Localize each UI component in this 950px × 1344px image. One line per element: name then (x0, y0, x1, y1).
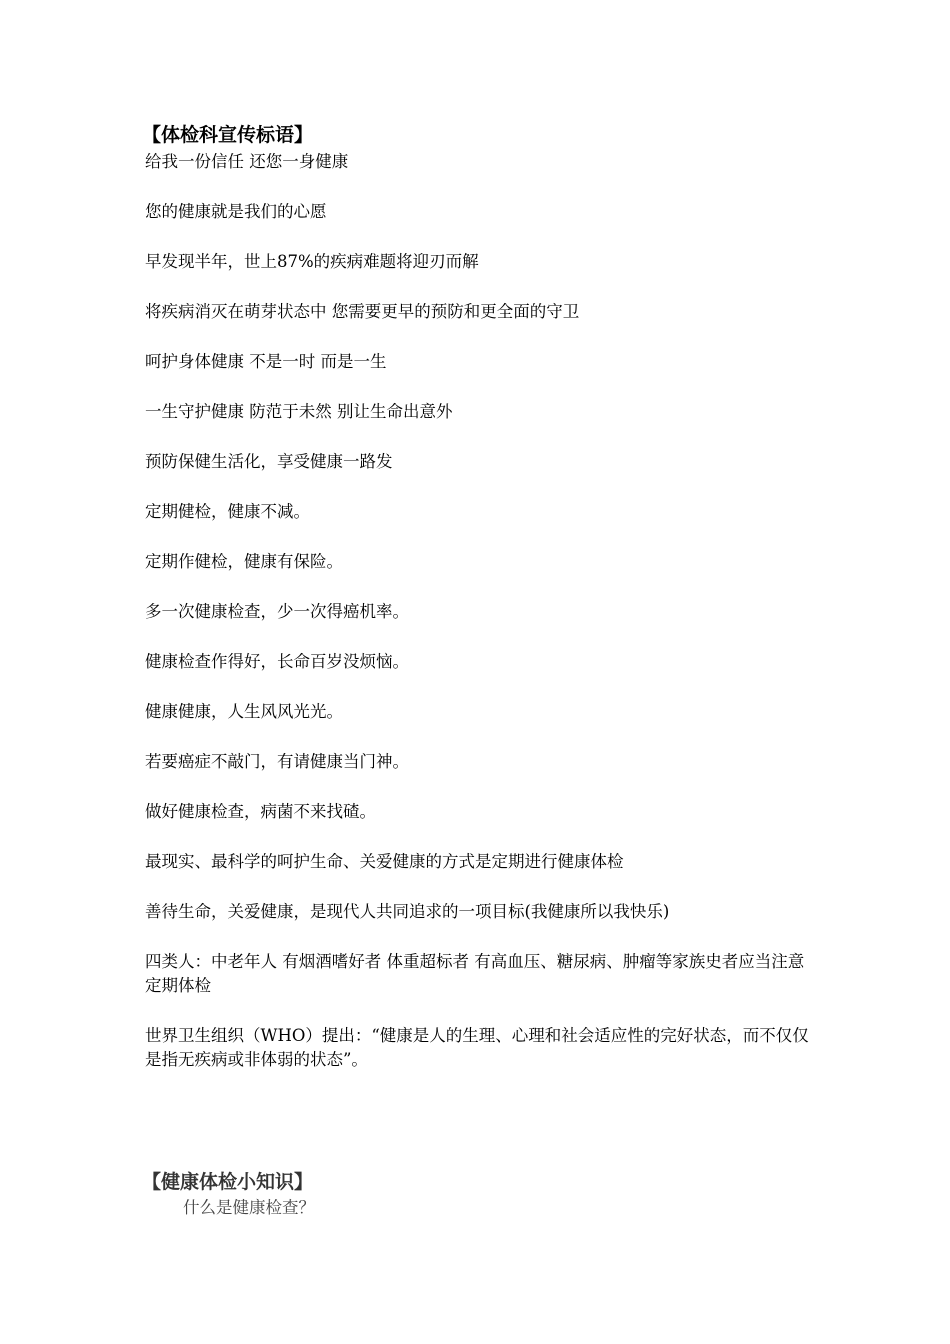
slogan-item: 四类人：中老年人 有烟酒嗜好者 体重超标者 有高血压、糖尿病、肿瘤等家族史者应当注意定期体检 (145, 952, 805, 995)
slogan-item: 世界卫生组织（WHO）提出：“健康是人的生理、心理和社会适应性的完好状态，而不仅仅是指无疾病或非体弱的状态”。 (145, 1026, 809, 1069)
slogan-item: 呵护身体健康 不是一时 而是一生 (145, 352, 387, 371)
slogan-item: 定期作健检，健康有保险。 (145, 552, 343, 571)
slogan-item: 多一次健康检查，少一次得癌机率。 (145, 602, 409, 621)
slogan-item: 您的健康就是我们的心愿 (145, 202, 327, 221)
slogan-item: 最现实、最科学的呵护生命、关爱健康的方式是定期进行健康体检 (145, 852, 624, 871)
slogan-item: 预防保健生活化，享受健康一路发 (145, 452, 393, 471)
slogan-item: 给我一份信任 还您一身健康 (145, 152, 349, 171)
slogan-item: 早发现半年，世上87%的疾病难题将迎刃而解 (145, 252, 479, 271)
slogan-item: 做好健康检查，病菌不来找碴。 (145, 802, 376, 821)
section-title-slogans: 【体检科宣传标语】 (142, 124, 314, 146)
slogan-item: 定期健检，健康不减。 (145, 502, 310, 521)
section-subtitle: 什么是健康检查？ (183, 1198, 315, 1217)
slogan-item: 健康健康，人生风风光光。 (145, 702, 343, 721)
slogan-item: 若要癌症不敲门，有请健康当门神。 (145, 752, 409, 771)
section-title-knowledge: 【健康体检小知识】 (142, 1171, 314, 1193)
slogan-item: 将疾病消灭在萌芽状态中 您需要更早的预防和更全面的守卫 (145, 302, 580, 321)
slogan-item: 一生守护健康 防范于未然 别让生命出意外 (145, 402, 453, 421)
slogan-item: 健康检查作得好，长命百岁没烦恼。 (145, 652, 409, 671)
slogan-item: 善待生命，关爱健康，是现代人共同追求的一项目标(我健康所以我快乐) (145, 902, 670, 921)
slogan-list (145, 150, 815, 1098)
